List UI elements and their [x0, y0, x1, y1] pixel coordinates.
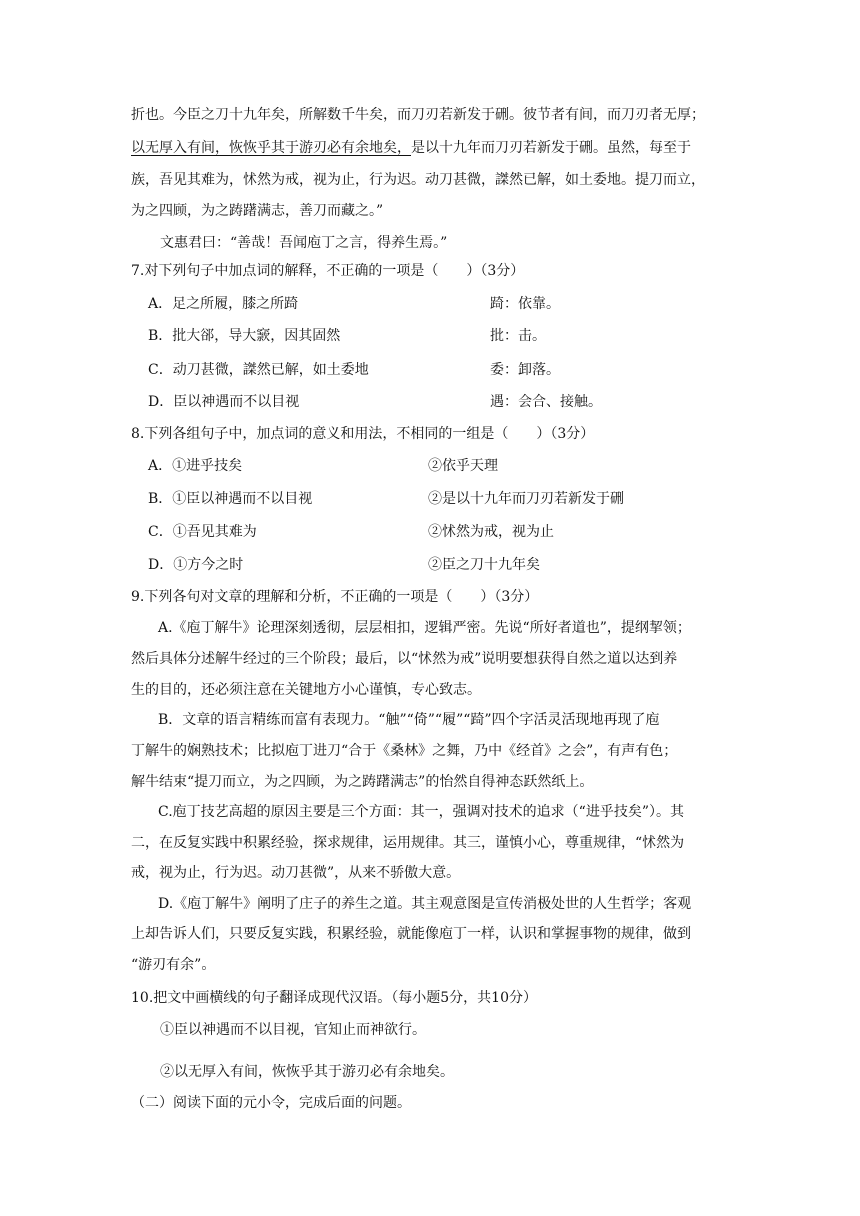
q9-c-line-2: 二，在反复实践中积累经验，探求规律，运用规律。其三，谨慎小心，尊重规律，“怵然为 — [131, 835, 685, 851]
q7-option-a: A．足之所履，膝之所踦 — [148, 296, 299, 312]
q8-option-a2: ②依乎天理 — [428, 458, 498, 474]
q7-option-c: C．动刀甚微，謋然已解，如土委地 — [148, 362, 369, 378]
q9-b-line-3: 解牛结束“提刀而立，为之四顾，为之踌躇满志”的怡然自得神态跃然纸上。 — [131, 774, 594, 790]
q7-option-d-gloss: 遇：会合、接触。 — [490, 394, 602, 410]
q9-a-line-2: 然后具体分述解牛经过的三个阶段；最后，以“怵然为戒”说明要想获得自然之道以达到养 — [131, 651, 678, 667]
q8-stem: 8.下列各组句子中，加点词的意义和用法，不相同的一组是（ ）（3分） — [131, 426, 595, 442]
q9-c-line-1: C.庖丁技艺高超的原因主要是三个方面：其一，强调对技术的追求（“进乎技矣”）。其 — [158, 804, 684, 820]
q9-b-line-2: 丁解牛的娴熟技术；比拟庖丁进刀“合于《桑林》之舞，乃中《经首》之会”，有声有色； — [131, 743, 678, 759]
q7-option-c-gloss: 委：卸落。 — [490, 362, 560, 378]
passage-line-1: 折也。今臣之刀十九年矣，所解数千牛矣，而刀刃若新发于硎。彼节者有间，而刀刃者无厚； — [131, 107, 705, 123]
passage-line-4: 为之四顾，为之踌躇满志，善刀而藏之。” — [131, 203, 384, 219]
q8-option-c1: C．①吾见其难为 — [148, 524, 257, 540]
q9-b-line-1: B．文章的语言精练而富有表现力。“触”“倚”“履”“踦”四个字活灵活现地再现了庖 — [158, 712, 660, 728]
passage-line-3: 族，吾见其难为，怵然为戒，视为止，行为迟。动刀甚微，謋然已解，如土委地。提刀而立， — [131, 172, 705, 188]
q9-c-line-3: 戒，视为止，行为迟。动刀甚微”，从来不骄傲大意。 — [131, 865, 461, 881]
q10-stem: 10.把文中画横线的句子翻译成现代汉语。（每小题5分，共10分） — [131, 990, 537, 1006]
q8-option-a1: A．①进乎技矣 — [148, 458, 243, 474]
q9-a-line-1: A.《庖丁解牛》论理深刻透彻，层层相扣，逻辑严密。先说“所好者道也”，提纲挈领； — [158, 620, 691, 636]
q9-stem: 9.下列各句对文章的理解和分析，不正确的一项是（ ）（3分） — [131, 589, 539, 605]
q9-a-line-3: 生的目的，还必须注意在关键地方小心谨慎，专心致志。 — [131, 682, 481, 698]
q7-stem: 7.对下列句子中加点词的解释，不正确的一项是（ ）（3分） — [131, 263, 525, 279]
q9-d-line-1: D.《庖丁解牛》阐明了庄子的养生之道。其主观意图是宣传消极处世的人生哲学；客观 — [158, 896, 692, 912]
passage-line-5: 文惠君曰：“善哉！吾闻庖丁之言，得养生焉。” — [160, 235, 448, 251]
q10-item-2: ②以无厚入有间，恢恢乎其于游刃必有余地矣。 — [160, 1064, 454, 1080]
q8-option-d2: ②臣之刀十九年矣 — [428, 557, 540, 573]
q9-d-line-2: 上却告诉人们，只要反复实践，积累经验，就能像庖丁一样，认识和掌握事物的规律，做到 — [131, 926, 691, 942]
q7-option-d: D．臣以神遇而不以目视 — [148, 394, 300, 410]
underlined-sentence: 以无厚入有间，恢恢乎其于游刃必有余地矣， — [131, 140, 411, 156]
q8-option-c2: ②怵然为戒，视为止 — [428, 524, 554, 540]
q10-item-1: ①臣以神遇而不以目视，官知止而神欲行。 — [160, 1022, 426, 1038]
q8-option-b2: ②是以十九年而刀刃若新发于硎 — [428, 491, 624, 507]
passage-line-2-rest: 是以十九年而刀刃若新发于硎。虽然，每至于 — [411, 140, 691, 156]
q8-option-b1: B．①臣以神遇而不以目视 — [148, 491, 313, 507]
q7-option-b: B．批大郤，导大窾，因其固然 — [148, 328, 341, 344]
q8-option-d1: D．①方今之时 — [148, 557, 244, 573]
q9-d-line-3: “游刃有余”。 — [131, 957, 216, 973]
q7-option-a-gloss: 踦：依靠。 — [490, 296, 560, 312]
q7-option-b-gloss: 批：击。 — [490, 328, 546, 344]
section2-heading: （二）阅读下面的元小令，完成后面的问题。 — [131, 1095, 411, 1111]
passage-line-2 — [131, 138, 691, 158]
